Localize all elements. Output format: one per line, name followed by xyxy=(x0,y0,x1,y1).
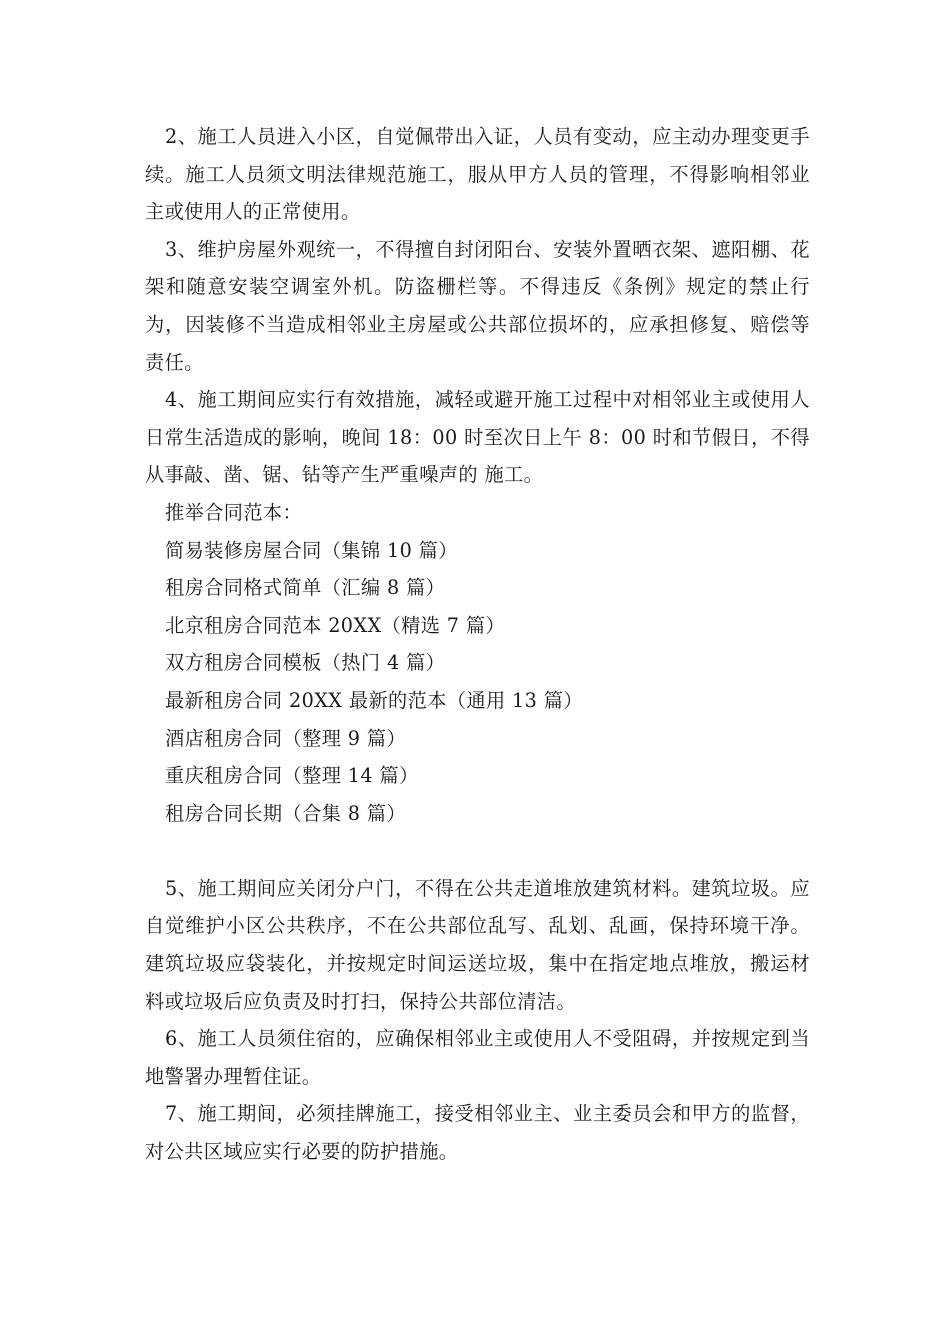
recommend-link[interactable]: 北京租房合同范本 20XX（精选 7 篇） xyxy=(165,613,506,637)
recommend-link[interactable]: 酒店租房合同（整理 9 篇） xyxy=(165,726,407,750)
recommend-link[interactable]: 双方租房合同模板（热门 4 篇） xyxy=(165,651,446,675)
paragraph-item-6: 6、施工人员须住宿的，应确保相邻业主或使用人不受阻碍，并按规定到当地警署办理暂住证。 xyxy=(145,1027,810,1088)
recommend-list xyxy=(145,532,810,833)
recommend-link[interactable]: 最新租房合同 20XX 最新的范本（通用 13 篇） xyxy=(165,688,583,712)
recommend-link[interactable]: 简易装修房屋合同（集锦 10 篇） xyxy=(165,538,458,562)
recommend-link[interactable]: 租房合同格式简单（汇编 8 篇） xyxy=(165,576,446,600)
blank-line xyxy=(145,832,810,870)
recommend-link[interactable]: 重庆租房合同（整理 14 篇） xyxy=(165,764,419,788)
paragraph-item-3: 3、维护房屋外观统一，不得擅自封闭阳台、安装外置晒衣架、遮阳棚、花架和随意安装空调室外机。防盗栅栏等。不得违反《条例》规定的禁止行为，因装修不当造成相邻业主房屋或公共部位损坏的，应承担修复、赔偿等责任。 xyxy=(145,237,810,374)
recommend-heading: 推举合同范本： xyxy=(165,500,303,524)
paragraph-item-7: 7、施工期间，必须挂牌施工，接受相邻业主、业主委员会和甲方的监督，对公共区域应实行必要的防护措施。 xyxy=(145,1102,810,1164)
paragraph-item-5: 5、施工期间应关闭分户门，不得在公共走道堆放建筑材料。建筑垃圾。应自觉维护小区公共秩序，不在公共部位乱写、乱划、乱画，保持环境干净。建筑垃圾应袋装化，并按规定时间运送垃圾，集中在指定地点堆放，搬运材料或垃圾后应负责及时打扫，保持公共部位清洁。 xyxy=(145,876,810,1013)
recommend-link[interactable]: 租房合同长期（合集 8 篇） xyxy=(165,801,407,825)
paragraph-item-4: 4、施工期间应实行有效措施，减轻或避开施工过程中对相邻业主或使用人日常生活造成的影响，晚间 18：00 时至次日上午 8：00 时和节假日，不得从事敲、凿、锯、钻等产生严重噪声的 施工。 xyxy=(145,388,810,487)
paragraph-item-2: 2、施工人员进入小区，自觉佩带出入证，人员有变动，应主动办理变更手续。施工人员须文明法律规范施工，服从甲方人员的管理，不得影响相邻业主或使用人的正常使用。 xyxy=(145,125,810,224)
document-page xyxy=(145,118,810,1171)
